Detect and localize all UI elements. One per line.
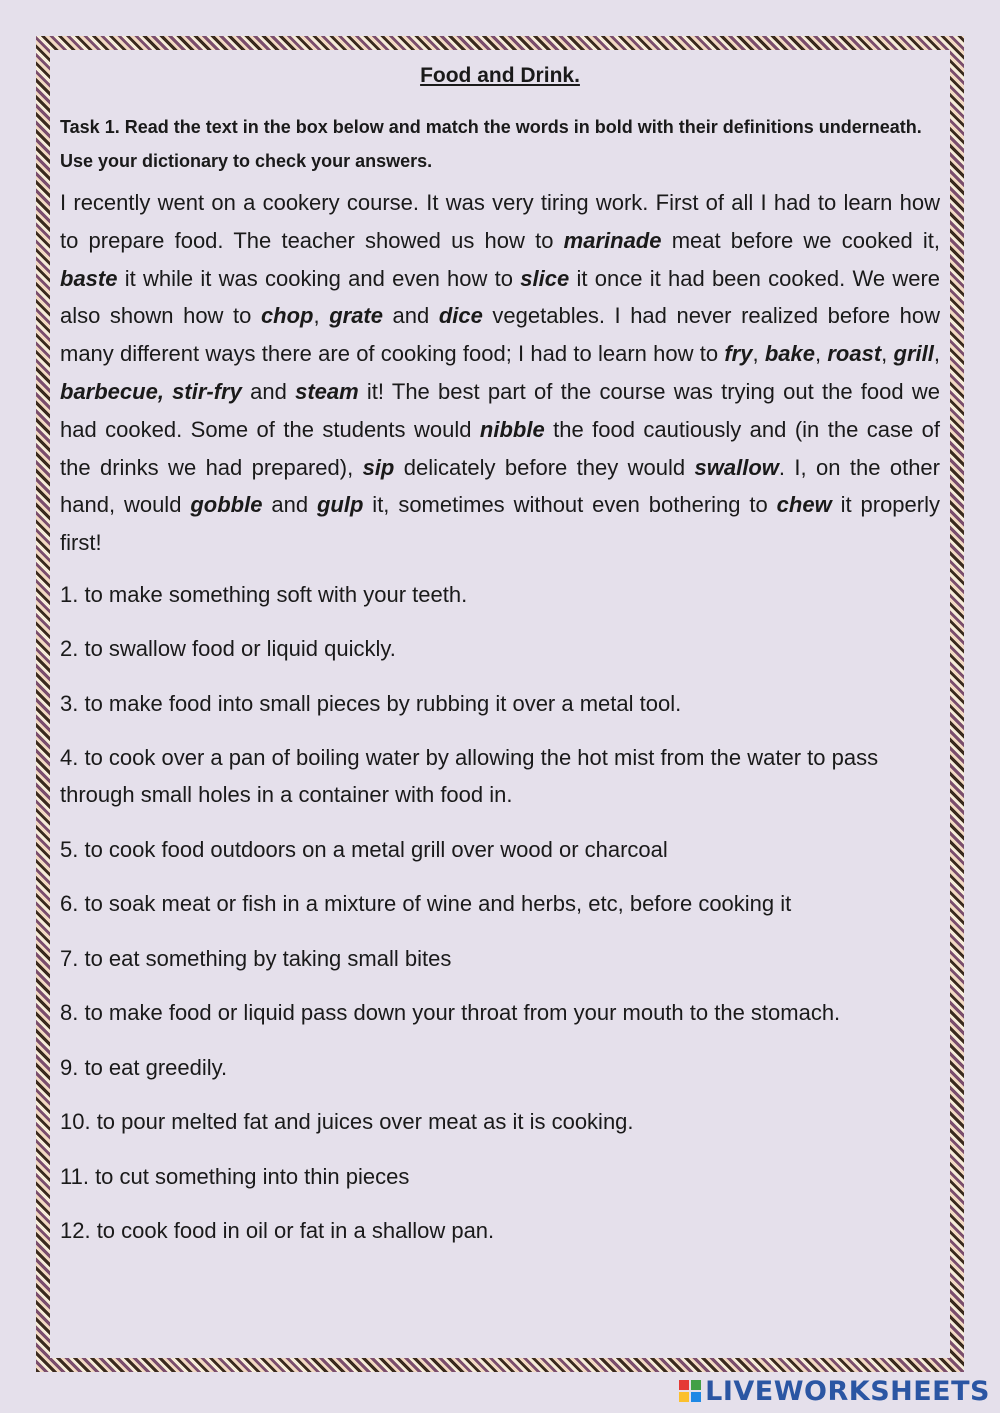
key-word: dice — [438, 303, 483, 329]
key-word: chew — [776, 492, 832, 518]
passage-text: vegetables. I had never realized before how many different ways there are of cooking food; I had to learn how to — [60, 303, 940, 367]
passage-text: meat before we cooked it, — [661, 227, 940, 253]
passage-text: , — [933, 341, 941, 367]
key-word: grate — [329, 303, 383, 329]
definition-item: 10. to pour melted fat and juices over meat as it is cooking. — [60, 1109, 634, 1135]
task-instructions: Task 1. Read the text in the box below and match the words in bold with their definitions underneath. Use your dictionary to check your answers. — [60, 117, 922, 171]
passage-text: it, sometimes without even bothering to — [363, 492, 777, 518]
definition-item: 9. to eat greedily. — [60, 1054, 228, 1080]
passage-text: and — [241, 378, 296, 404]
logo-text: LIVEWORKSHEETS — [705, 1375, 990, 1407]
key-word: barbecue, stir-fry — [60, 378, 242, 404]
definition-item: 6. to soak meat or fish in a mixture of wine and herbs, etc, before cooking it — [60, 891, 792, 917]
key-word: nibble — [479, 416, 545, 442]
logo-icon — [679, 1380, 701, 1402]
passage-text: , — [881, 341, 894, 367]
key-word: chop — [260, 303, 314, 329]
definition-item: 5. to cook food outdoors on a metal grill over wood or charcoal — [60, 836, 668, 862]
passage-text: and — [262, 492, 317, 518]
passage-text: . I, on the other hand, would — [60, 454, 940, 518]
definition-item: 8. to make food or liquid pass down your throat from your mouth to the stomach. — [60, 1000, 841, 1026]
definition-item: 7. to eat something by taking small bites — [60, 945, 452, 971]
definition-item: 11. to cut something into thin pieces — [60, 1163, 410, 1189]
key-word: sip — [362, 454, 395, 480]
definition-item: 3. to make food into small pieces by rubbing it over a metal tool. — [60, 690, 682, 716]
passage-text: , — [313, 303, 330, 329]
key-word: slice — [520, 265, 570, 291]
key-word: bake — [764, 341, 815, 367]
key-word: marinade — [563, 227, 662, 253]
passage-text: it properly first! — [60, 492, 940, 556]
definition-item: 12. to cook food in oil or fat in a shallow pan. — [60, 1218, 495, 1244]
passage-text: the food cautiously and (in the case of the drinks we had prepared), — [60, 416, 940, 480]
passage-text: , — [815, 341, 828, 367]
passage-text: and — [382, 303, 439, 329]
passage-text: , — [752, 341, 765, 367]
key-word: steam — [295, 378, 359, 404]
key-word: baste — [60, 265, 118, 291]
passage-text: it once it had been cooked. We were also shown how to — [60, 265, 941, 329]
key-word: gobble — [190, 492, 263, 518]
key-word: roast — [827, 341, 882, 367]
liveworksheets-logo — [679, 1373, 990, 1409]
definitions-list — [60, 576, 940, 1250]
key-word: grill — [893, 341, 934, 367]
reading-passage — [60, 184, 940, 562]
definition-item: 2. to swallow food or liquid quickly. — [60, 636, 396, 662]
page-title: Food and Drink. — [420, 64, 580, 87]
definition-item: 1. to make something soft with your teeth. — [60, 581, 468, 607]
passage-text: I recently went on a cookery course. It was very tiring work. First of all I had to learn how to prepare food. The teacher showed us how to — [60, 190, 940, 253]
worksheet — [60, 60, 940, 1267]
key-word: swallow — [694, 454, 779, 480]
definition-item: 4. to cook over a pan of boiling water by allowing the hot mist from the water to pass through small holes in a container with food in. — [60, 745, 879, 808]
passage-text: delicately before they would — [394, 454, 695, 480]
key-word: fry — [724, 341, 753, 367]
passage-text: it while it was cooking and even how to — [117, 265, 521, 291]
passage-text: it! The best part of the course was trying out the food we had cooked. Some of the students would — [60, 378, 940, 442]
key-word: gulp — [316, 492, 364, 518]
